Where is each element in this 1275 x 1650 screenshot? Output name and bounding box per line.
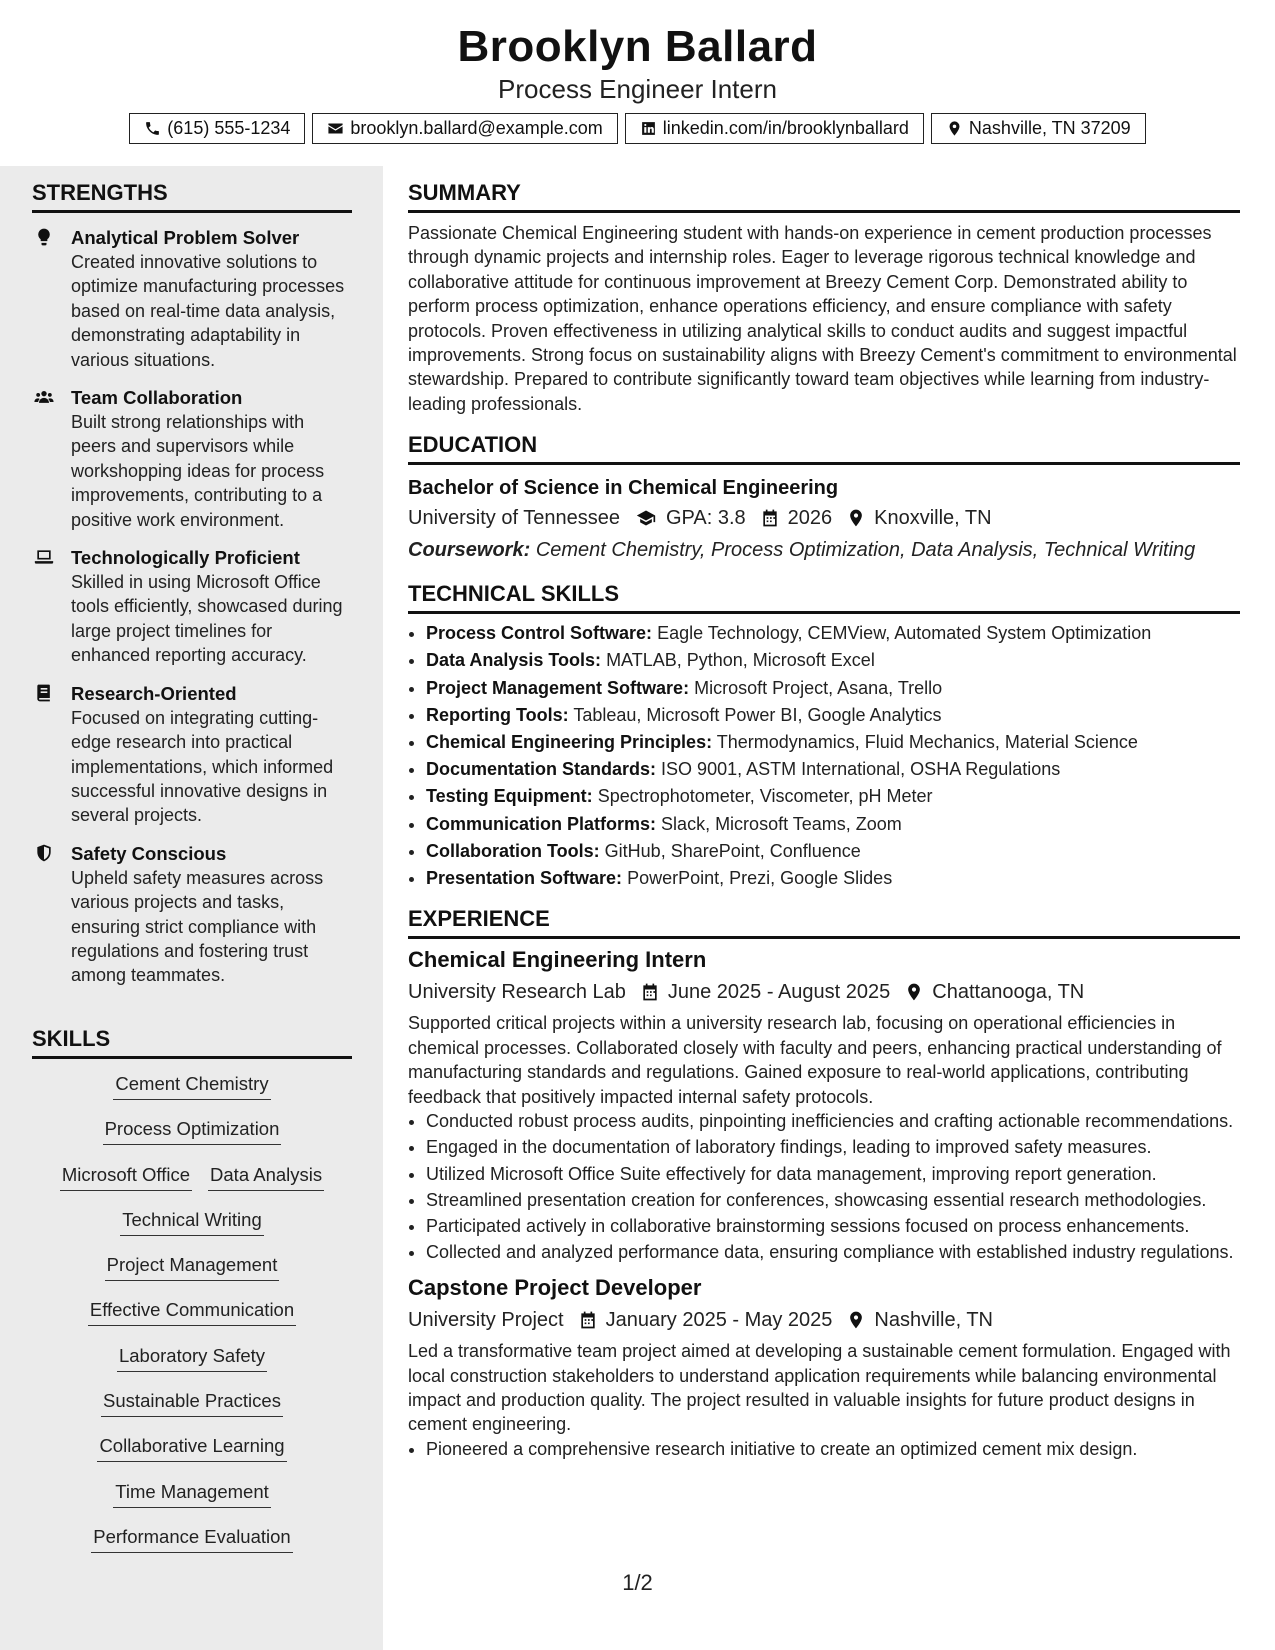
list-item: • Conducted robust process audits, pinpointing inefficiencies and crafting actionable recommendations. [426, 1109, 1240, 1134]
skills-section [32, 1026, 352, 1571]
phone-icon [144, 120, 161, 137]
page-number: 1/2 [622, 1570, 653, 1595]
list-item: • Utilized Microsoft Office Suite effectively for data management, improving report generation. [426, 1162, 1240, 1187]
skill-tag: Sustainable Practices [101, 1390, 283, 1417]
skill-tag: Laboratory Safety [117, 1345, 267, 1372]
list-item [426, 756, 1240, 783]
strength-item [32, 225, 352, 372]
skill-tag: Project Management [105, 1254, 280, 1281]
skills-list [32, 1073, 352, 1571]
strength-desc: Skilled in using Microsoft Office tools efficiently, showcased during large project timelines for enhanced reporting accuracy. [71, 572, 343, 666]
skill-tag: Effective Communication [88, 1299, 296, 1326]
list-item [426, 783, 1240, 810]
skill-category: Reporting Tools: [426, 704, 569, 725]
list-item [426, 675, 1240, 702]
skill-values: Thermodynamics, Fluid Mechanics, Material Science [716, 732, 1138, 753]
skill-tag: Microsoft Office [60, 1164, 192, 1191]
contact-location [931, 113, 1146, 144]
skill-tag: Process Optimization [103, 1118, 282, 1145]
degree-title: Bachelor of Science in Chemical Engineering [408, 477, 839, 500]
job-meta [408, 977, 1240, 1007]
strengths-heading: STRENGTHS [32, 180, 352, 213]
strength-desc: Upheld safety measures across various projects and tasks, ensuring strict compliance with regulations and fostering trust among teammates. [71, 867, 324, 986]
list-item [426, 702, 1240, 729]
skill-values: Eagle Technology, CEMView, Automated System Optimization [657, 623, 1152, 644]
main-column [408, 166, 1240, 1463]
skills-heading: SKILLS [32, 1026, 352, 1059]
list-item: • Streamlined presentation creation for conferences, showcasing essential research methodologies. [426, 1188, 1240, 1213]
contact-phone[interactable] [129, 113, 305, 144]
skill-category: Communication Platforms: [426, 813, 657, 834]
skill-category: Testing Equipment: [426, 786, 593, 807]
job-meta [408, 1305, 1240, 1335]
strength-desc: Created innovative solutions to optimize manufacturing processes based on real-time data analysis, demonstrating adaptability in various situations. [71, 252, 345, 370]
laptop-icon [34, 547, 54, 567]
job-title: Chemical Engineering Intern [408, 947, 707, 973]
contact-linkedin[interactable] [625, 113, 924, 144]
candidate-name: Brooklyn Ballard [457, 22, 818, 71]
job-entry [408, 1273, 1240, 1461]
strength-item [32, 545, 352, 668]
graduation-year: 2026 [787, 507, 833, 530]
coursework-list: Cement Chemistry, Process Optimization, Data Analysis, Technical Writing [535, 539, 1196, 562]
strength-item [32, 681, 352, 828]
education-meta [408, 503, 1240, 533]
strength-title: Research-Oriented [71, 682, 237, 704]
school-location: Knoxville, TN [874, 507, 992, 530]
sidebar [0, 166, 383, 1650]
experience-section [408, 906, 1240, 1461]
list-item [426, 811, 1240, 838]
education-section [408, 432, 1240, 565]
skill-values: MATLAB, Python, Microsoft Excel [606, 650, 875, 671]
skill-tag: Collaborative Learning [97, 1435, 286, 1462]
skill-tag: Time Management [113, 1481, 271, 1508]
job-description: Supported critical projects within a university research lab, focusing on operational efficiencies in chemical processes. Collaborated closely with faculty and peers, enhancing practical understanding of manufacturing standards and regulations. Gained exposure to real-world applications, contributing feedback that positively impacted internal safety protocols. [408, 1013, 1222, 1107]
skill-tag: Data Analysis [208, 1164, 324, 1191]
technical-skills-list [408, 620, 1240, 892]
education-heading: EDUCATION [408, 432, 1240, 465]
skill-tag: Technical Writing [120, 1209, 264, 1236]
job-description: Led a transformative team project aimed at developing a sustainable cement formulation. Engaged with local construction stakeholders to understand application requirements while balancing environmental impact and production quality. The project resulted in valuable insights for future product designs in cement engineering. [408, 1341, 1231, 1435]
coursework-label: Coursework: [408, 539, 531, 562]
job-bullets [408, 1437, 1240, 1462]
strength-desc: Built strong relationships with peers and supervisors while workshopping ideas for process improvements, contributing to a positive work environment. [71, 412, 325, 530]
lightbulb-icon [34, 227, 54, 247]
contact-location-text: Nashville, TN 37209 [968, 118, 1131, 138]
job-dates: June 2025 - August 2025 [667, 981, 891, 1004]
skill-category: Chemical Engineering Principles: [426, 732, 713, 753]
job-location: Chattanooga, TN [932, 981, 1085, 1004]
candidate-role: Process Engineer Intern [498, 74, 777, 104]
resume-header [0, 0, 1275, 166]
skill-values: Spectrophotometer, Viscometer, pH Meter [597, 786, 933, 807]
skill-category: Presentation Software: [426, 868, 623, 889]
shield-icon [34, 843, 54, 863]
gpa: GPA: 3.8 [665, 507, 746, 530]
coursework [408, 535, 1240, 565]
contact-bar [0, 113, 1275, 144]
skill-tag: Cement Chemistry [113, 1073, 270, 1100]
strength-title: Team Collaboration [71, 387, 243, 409]
strength-title: Safety Conscious [71, 842, 227, 864]
strengths-section [32, 180, 352, 988]
skill-tag: Performance Evaluation [91, 1526, 292, 1553]
list-item [426, 647, 1240, 674]
job-org: University Project [408, 1309, 564, 1332]
job-org: University Research Lab [408, 981, 626, 1004]
skill-category: Collaboration Tools: [426, 840, 600, 861]
job-bullets [408, 1109, 1240, 1265]
linkedin-icon [640, 120, 657, 137]
summary-text: Passionate Chemical Engineering student with hands-on experience in cement production processes through dynamic projects and internship roles. Eager to leverage rigorous technical knowledge and collaborative attitude for continuous improvement at Breezy Cement Corp. Demonstrated ability to perform process optimization, enhance operations efficiency, and ensure compliance with safety protocols. Proven effectiveness in utilizing analytical skills to conduct audits and suggest impactful improvements. Strong focus on sustainability aligns with Breezy Cement's commitment to environmental stewardship. Prepared to contribute significantly toward team objectives while learning from industry-leading professionals. [408, 223, 1237, 414]
list-item: • Engaged in the documentation of laboratory findings, leading to improved safety measures. [426, 1135, 1240, 1160]
calendar-icon [640, 982, 660, 1002]
summary-heading: SUMMARY [408, 180, 1240, 213]
job-location: Nashville, TN [874, 1309, 993, 1332]
skill-category: Project Management Software: [426, 677, 690, 698]
skill-values: GitHub, SharePoint, Confluence [604, 840, 861, 861]
experience-heading: EXPERIENCE [408, 906, 1240, 939]
skill-values: Tableau, Microsoft Power BI, Google Analytics [573, 704, 942, 725]
list-item [426, 838, 1240, 865]
skill-values: Slack, Microsoft Teams, Zoom [661, 813, 902, 834]
strength-title: Analytical Problem Solver [71, 227, 300, 248]
skill-values: ISO 9001, ASTM International, OSHA Regulations [661, 759, 1061, 780]
technical-skills-section [408, 581, 1240, 892]
map-pin-icon [904, 982, 924, 1002]
technical-skills-heading: TECHNICAL SKILLS [408, 581, 1240, 614]
summary-section [408, 180, 1240, 416]
skill-category: Process Control Software: [426, 623, 653, 644]
skill-category: Data Analysis Tools: [426, 650, 602, 671]
skill-category: Documentation Standards: [426, 759, 657, 780]
book-icon [34, 683, 54, 703]
map-pin-icon [846, 508, 866, 528]
strength-title: Technologically Proficient [71, 547, 300, 569]
strength-item [32, 385, 352, 532]
list-item [426, 865, 1240, 892]
map-pin-icon [846, 1310, 866, 1330]
graduation-cap-icon [634, 508, 658, 528]
list-item: • Participated actively in collaborative brainstorming sessions focused on process enhancements. [426, 1214, 1240, 1239]
calendar-icon [760, 508, 780, 528]
list-item [426, 729, 1240, 756]
list-item [426, 620, 1240, 647]
list-item: • Pioneered a comprehensive research initiative to create an optimized cement mix design. [426, 1437, 1240, 1462]
skill-values: PowerPoint, Prezi, Google Slides [627, 868, 893, 889]
map-pin-icon [946, 120, 963, 137]
strength-item [32, 841, 352, 988]
contact-email[interactable] [312, 113, 617, 144]
envelope-icon [327, 120, 344, 137]
contact-phone-text: (615) 555-1234 [167, 118, 291, 138]
users-icon [34, 387, 54, 407]
job-entry [408, 945, 1240, 1265]
job-title: Capstone Project Developer [408, 1275, 702, 1301]
contact-email-text: brooklyn.ballard@example.com [350, 118, 603, 138]
strength-desc: Focused on integrating cutting-edge research into practical implementations, which informed successful innovative designs in several projects. [71, 707, 334, 826]
list-item: • Collected and analyzed performance data, ensuring compliance with established industry regulations. [426, 1240, 1240, 1265]
calendar-icon [578, 1310, 598, 1330]
job-dates: January 2025 - May 2025 [605, 1309, 833, 1332]
school-name: University of Tennessee [408, 507, 620, 530]
contact-linkedin-text: linkedin.com/in/brooklynballard [662, 118, 909, 138]
skill-values: Microsoft Project, Asana, Trello [694, 677, 943, 698]
